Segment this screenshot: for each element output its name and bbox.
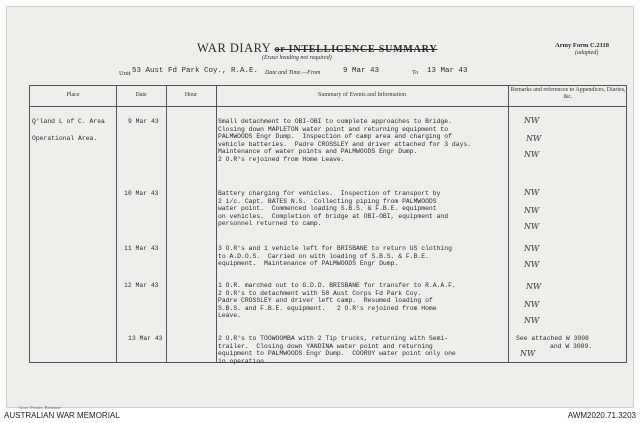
unit-value: 53 Aust Fd Park Coy., R.A.E. — [132, 67, 259, 75]
diary-table — [29, 85, 627, 363]
initials-signature: NW — [520, 349, 536, 358]
initials-signature: NW — [526, 282, 542, 291]
initials-signature: NW — [524, 116, 540, 125]
entry-date: 9 Mar 43 — [128, 118, 159, 125]
col-header-place: Place — [66, 92, 80, 98]
initials-signature: NW — [524, 300, 540, 309]
initials-signature: NW — [524, 150, 540, 159]
col-header-summary: Summary of Events and Information — [318, 92, 406, 98]
col-header-hour: Hour — [184, 92, 198, 98]
entry-summary: Battery charging for vehicles. Inspection of transport by 2 i/c. Capt. BATES N.S. Collecting piping from PALMWOODS water point. Commenced loading S.B.S. & F.B.E. equipment on vehicles. Completion of bridge at OBI-OBI, equipment and personnel returned to camp. — [218, 190, 449, 228]
entry-summary: 2 O.R's to TOOWOOMBA with 2 Tip trucks, returning with Semi- trailer. Closing down YANDINA water point and returning equipment to PALMWOODS Engr Dump. COOROY water point only one in operation. — [218, 335, 456, 365]
initials-signature: NW — [526, 134, 542, 143]
printer-imprint: Govt. Printer, Brisbane — [19, 405, 61, 410]
initials-signature: NW — [524, 260, 540, 269]
title-intelligence-summary: or INTELLIGENCE SUMMARY — [274, 44, 438, 55]
initials-signature: NW — [524, 188, 540, 197]
title-war-diary: WAR DIARY — [197, 41, 271, 55]
column-divider — [216, 86, 217, 362]
adapted-label: (adapted) — [575, 50, 599, 56]
footer-accession-number: AWM2020.71.3203 — [567, 411, 636, 420]
footer-institution: AUSTRALIAN WAR MEMORIAL — [4, 411, 120, 420]
initials-signature: NW — [524, 244, 540, 253]
date-label: Date and Time.—From — [265, 70, 321, 76]
unit-label: Unit — [119, 70, 131, 77]
entry-date: 12 Mar 43 — [124, 282, 159, 289]
date-to: 13 Mar 43 — [427, 67, 468, 75]
place-line: Operational Area. — [32, 135, 98, 142]
header-divider — [30, 106, 626, 107]
place-line: Q'land L of C. Area — [32, 118, 105, 125]
entry-summary: Small detachment to OBI-OBI to complete approaches to Bridge. Closing down MAPLETON water point and returning equipment to PALMWOODS Engr Dump. Inspection of camp area and charging of vehicle batteries. Padre CROSSLEY and driver attached for 3 days. Maintenance of water points and PALMWOODS Engr Dump. 2 O.R's rejoined from Home Leave. — [218, 118, 472, 163]
entry-date: 11 Mar 43 — [124, 245, 159, 252]
diary-sheet — [6, 6, 634, 408]
entry-summary: 3 O.R's and 1 vehicle left for BRISBANE to return US clothing to A.D.O.S. Carried on with loading of S.B.S. & F.B.E. equipment. Maintenance of PALMWOODS Engr Dump. — [218, 245, 452, 268]
entry-summary: 1 O.R. marched out to G.D.D. BRISBANE for transfer to R.A.A.F. 2 O.R's to detachment with 58 Aust Corps Fd Park Coy. Padre CROSSLEY and driver left camp. Resumed loading of S.B.S. and F.B.E. equipment. 2 O.R's rejoined from Home Leave. — [218, 282, 456, 320]
remarks-line: See attached W 3008 — [516, 335, 589, 342]
col-header-remarks: Remarks and references to Appendices, Diaries, &c. — [510, 87, 626, 100]
date-from: 9 Mar 43 — [343, 67, 380, 75]
column-divider — [166, 86, 167, 362]
army-form-label: Army Form C.2118 — [555, 42, 609, 49]
column-divider — [116, 86, 117, 362]
column-divider — [508, 86, 509, 362]
title-subtitle: (Erase heading not required) — [262, 55, 332, 61]
entry-date: 13 Mar 43 — [128, 335, 163, 342]
initials-signature: NW — [524, 222, 540, 231]
col-header-date: Date — [135, 92, 147, 98]
diary-title — [197, 41, 437, 56]
initials-signature: NW — [524, 316, 540, 325]
initials-signature: NW — [524, 206, 540, 215]
to-label: To — [412, 70, 419, 76]
entry-date: 10 Mar 43 — [124, 190, 159, 197]
remarks-line: and W 3009. — [550, 343, 593, 350]
